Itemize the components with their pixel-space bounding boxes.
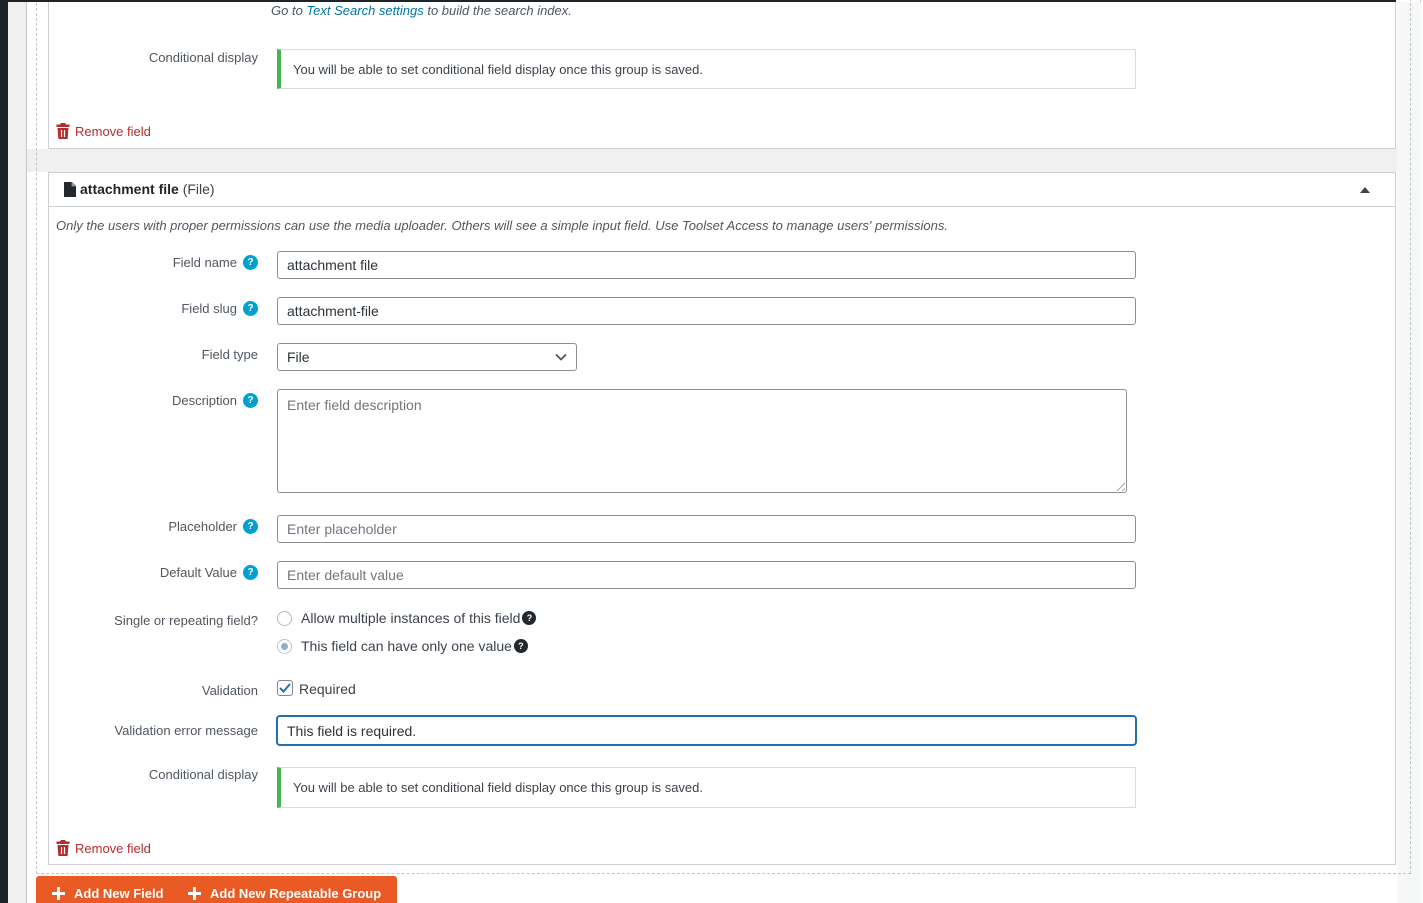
- trash-icon: [56, 840, 70, 856]
- field-panel-title: [80, 181, 215, 197]
- collapse-arrow-icon[interactable]: [1360, 187, 1370, 193]
- search-index-note: [271, 3, 572, 18]
- help-icon[interactable]: ?: [243, 301, 258, 316]
- help-icon[interactable]: ?: [243, 255, 258, 270]
- help-icon[interactable]: ?: [243, 519, 258, 534]
- plus-icon: [188, 887, 201, 900]
- remove-field-label: Remove field: [75, 123, 151, 139]
- placeholder-input[interactable]: [277, 515, 1136, 543]
- text-search-settings-link[interactable]: Text Search settings: [306, 3, 424, 18]
- description-textarea[interactable]: [277, 389, 1127, 493]
- field-name-label-text: Field name: [172, 255, 237, 270]
- placeholder-label-text: Placeholder: [168, 519, 237, 534]
- remove-field-label: Remove field: [75, 840, 151, 856]
- field-type-selected-value: File: [287, 349, 310, 365]
- validation-error-input[interactable]: [276, 715, 1137, 746]
- plus-icon: [52, 887, 65, 900]
- conditional-display-label: [49, 766, 258, 783]
- radio-single-option: [301, 638, 528, 654]
- conditional-display-notice: [277, 49, 1136, 89]
- search-index-note-suffix: to build the search index.: [423, 3, 572, 18]
- admin-menu-edge: [0, 0, 8, 903]
- required-checkbox[interactable]: [277, 680, 293, 696]
- placeholder-label: [49, 518, 258, 535]
- add-new-repeatable-group-label: Add New Repeatable Group: [210, 885, 382, 901]
- field-slug-input[interactable]: [277, 297, 1136, 325]
- field-title-text: attachment file: [80, 181, 179, 197]
- radio-multiple-option: [301, 610, 536, 626]
- field-slug-label-text: Field slug: [181, 301, 237, 316]
- permissions-note: Only the users with proper permissions can use the media uploader. Others will see a simple input field. Use Toolset Access to manage users' permissions.: [56, 218, 948, 233]
- validation-label: [49, 682, 258, 699]
- single-repeating-label-text: Single or repeating field?: [114, 613, 258, 628]
- checkmark-icon: [279, 683, 291, 693]
- remove-field-button[interactable]: [56, 840, 151, 856]
- conditional-display-message: You will be able to set conditional field display once this group is saved.: [293, 61, 703, 77]
- field-panel-partial: [48, 0, 1396, 149]
- conditional-display-notice: [277, 767, 1136, 808]
- field-panel-attachment-file: [48, 172, 1396, 865]
- radio-multiple-instances[interactable]: [277, 611, 292, 626]
- file-icon: [64, 182, 76, 197]
- page-gutter: [8, 0, 26, 903]
- default-value-input[interactable]: [277, 561, 1136, 589]
- conditional-display-label: [49, 49, 258, 66]
- field-panel-header[interactable]: [49, 173, 1395, 207]
- single-repeating-label: [49, 612, 258, 629]
- field-slug-label: [49, 300, 258, 317]
- conditional-display-label-text: Conditional display: [148, 50, 258, 65]
- remove-field-button[interactable]: [56, 123, 151, 139]
- validation-error-label-text: Validation error message: [114, 723, 258, 738]
- radio-multiple-label: Allow multiple instances of this field: [301, 610, 521, 626]
- conditional-display-message: You will be able to set conditional field display once this group is saved.: [293, 780, 703, 795]
- trash-icon: [56, 123, 70, 139]
- required-label: Required: [299, 681, 356, 697]
- conditional-display-label-text: Conditional display: [148, 767, 258, 782]
- default-value-label: [49, 564, 258, 581]
- description-label: [49, 392, 258, 409]
- help-icon[interactable]: ?: [522, 611, 536, 625]
- field-type-select[interactable]: [277, 343, 577, 371]
- radio-single-value[interactable]: [277, 639, 292, 654]
- chevron-down-icon: [555, 353, 567, 361]
- add-new-repeatable-group-button[interactable]: [172, 876, 397, 903]
- radio-single-label: This field can have only one value: [301, 638, 512, 654]
- field-type-label-text: Field type: [201, 347, 258, 362]
- default-value-label-text: Default Value: [159, 565, 237, 580]
- help-icon[interactable]: ?: [514, 639, 528, 653]
- validation-label-text: Validation: [201, 683, 258, 698]
- field-name-label: [49, 254, 258, 271]
- add-new-field-label: Add New Field: [74, 885, 164, 901]
- search-index-note-prefix: Go to: [271, 3, 307, 18]
- add-new-field-button[interactable]: [36, 876, 180, 903]
- help-icon[interactable]: ?: [243, 565, 258, 580]
- field-name-input[interactable]: [277, 251, 1136, 279]
- help-icon[interactable]: ?: [243, 393, 258, 408]
- description-label-text: Description: [171, 393, 237, 408]
- field-type-suffix: (File): [182, 181, 215, 197]
- required-option: [299, 681, 356, 697]
- top-edge-line: [0, 0, 1396, 2]
- validation-error-label: [49, 722, 258, 739]
- field-type-label: [49, 346, 258, 363]
